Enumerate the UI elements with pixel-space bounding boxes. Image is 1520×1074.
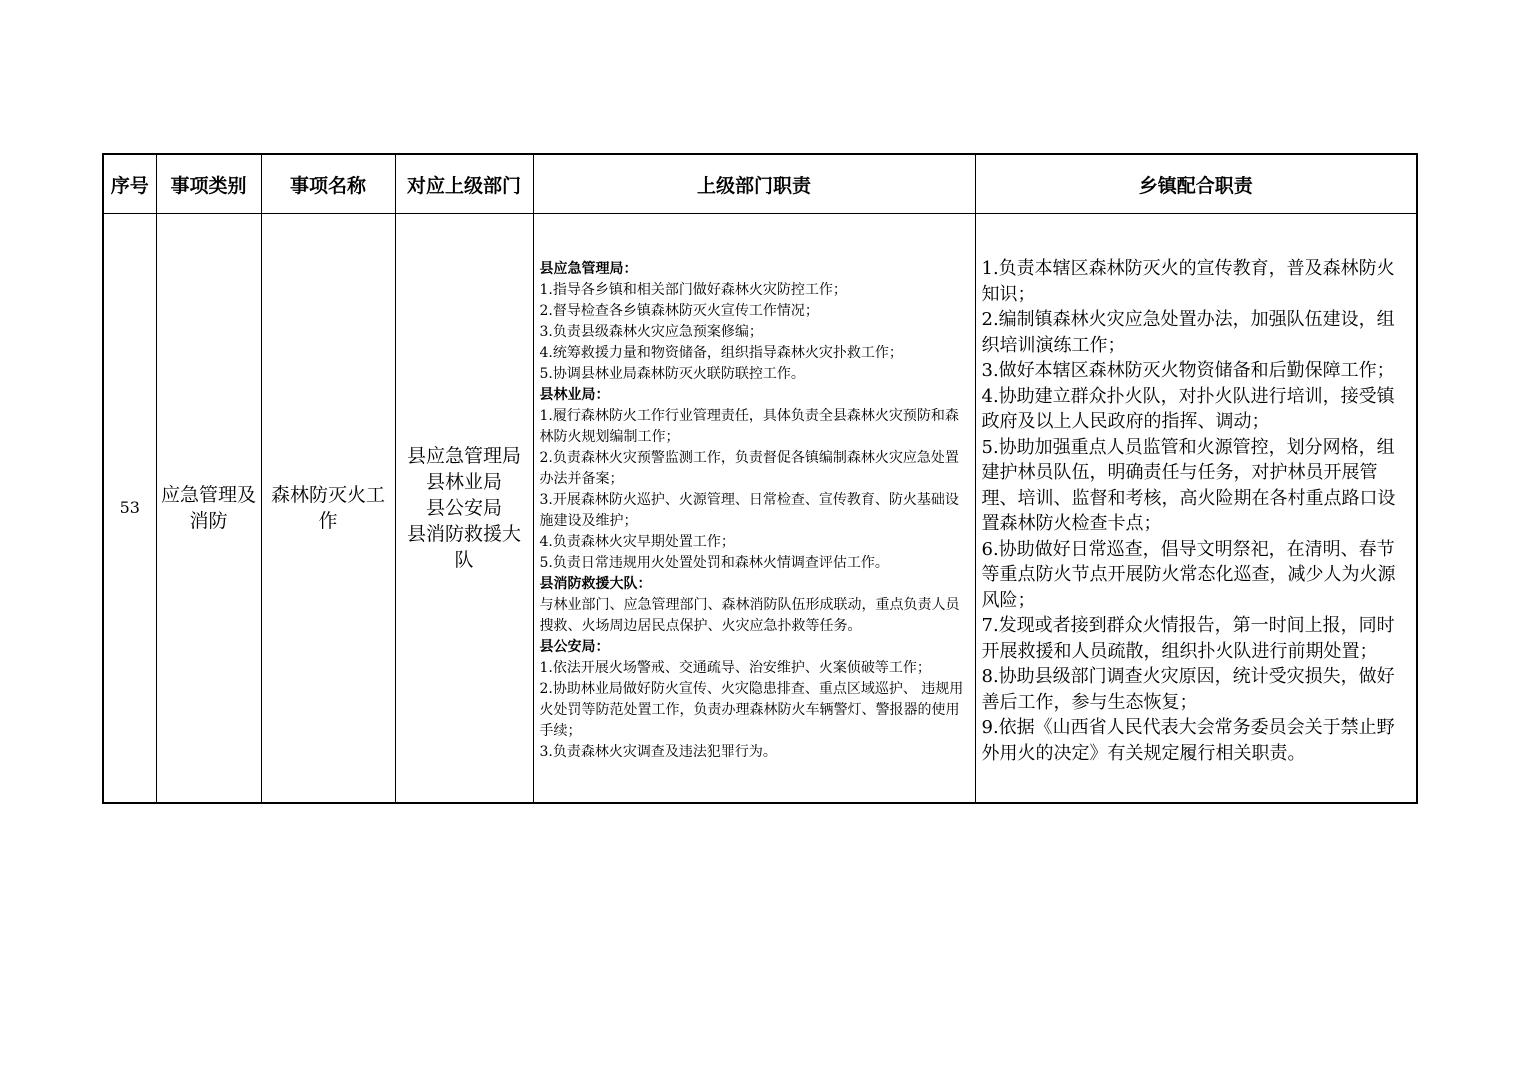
header-category: 事项类别 [156,154,261,214]
town-duty-item: 7.发现或者接到群众火情报告，第一时间上报，同时开展救援和人员疏散，组织扑火队进行前期处置； [981,615,1395,662]
upper-duty-item: 5.负责日常违规用火处置处罚和森林火情调查评估工作。 [539,555,889,571]
table-row [103,214,1417,804]
upper-duty-item: 4.统筹救援力量和物资储备，组织指导森林火灾扑救工作； [539,345,903,361]
town-duty-item: 8.协助县级部门调查火灾原因，统计受灾损失，做好善后工作，参与生态恢复； [981,666,1395,713]
dept-line: 县公安局 [425,497,502,519]
upper-duty-title: 县林业局： [539,387,610,403]
town-duty-item: 4.协助建立群众扑火队，对扑火队进行培训，接受镇政府及以上人民政府的指挥、调动； [981,385,1395,432]
town-duty-item: 6.协助做好日常巡查，倡导文明祭祀，在清明、春节等重点防火节点开展防火常态化巡查，减少人为火源风险； [981,538,1396,611]
row-number: 53 [103,214,156,804]
upper-duty-item: 2.负责森林火灾预警监测工作，负责督促各镇编制森林火灾应急处置办法并备案； [539,450,959,487]
row-name: 森林防灭火工作 [261,214,395,804]
upper-duty-item: 1.指导各乡镇和相关部门做好森林火灾防控工作； [539,282,847,298]
dept-line: 县消防救援大队 [406,523,521,571]
upper-duty-cell [533,214,975,804]
header-row [103,154,1417,214]
town-duty-item: 5.协助加强重点人员监管和火源管控，划分网格，组建护林员队伍，明确责任与任务，对护林员开展管理、培训、监督和考核，高火险期在各村重点路口设置森林防火检查卡点； [981,436,1396,534]
upper-duty-item: 与林业部门、应急管理部门、森林消防队伍形成联动，重点负责人员搜救、火场周边居民点保护、火灾应急扑救等任务。 [539,597,960,634]
upper-duty-title: 县消防救援大队： [539,576,652,592]
town-duty-cell [975,214,1417,804]
duty-table [102,153,1418,804]
header-upper-duty: 上级部门职责 [533,154,975,214]
upper-duty-item: 5.协调县林业局森林防灭火联防联控工作。 [539,366,805,382]
upper-duty-item: 2.协助林业局做好防火宣传、火灾隐患排查、重点区域巡护、 违规用火处罚等防范处置工作，负责办理森林防火车辆警灯、警报器的使用手续； [539,681,964,739]
header-dept: 对应上级部门 [395,154,533,214]
upper-duty-block-forestry [540,385,969,574]
town-duty-item: 1.负责本辖区森林防灭火的宣传教育，普及森林防火知识； [981,258,1395,305]
upper-duty-item: 3.负责县级森林火灾应急预案修编； [539,324,763,340]
upper-duty-block-police [540,637,969,763]
header-name: 事项名称 [261,154,395,214]
header-town-duty: 乡镇配合职责 [975,154,1417,214]
dept-line: 县应急管理局 [406,445,521,467]
row-depts [395,214,533,804]
row-category: 应急管理及消防 [156,214,261,804]
upper-duty-block-emergency [540,259,969,385]
upper-duty-item: 3.负责森林火灾调查及违法犯罪行为。 [539,744,777,760]
upper-duty-item: 1.履行森林防火工作行业管理责任，具体负责全县森林火灾预防和森林防火规划编制工作； [539,408,959,445]
upper-duty-title: 县应急管理局： [539,261,638,277]
town-duty-item: 3.做好本辖区森林防灭火物资储备和后勤保障工作； [981,360,1395,381]
upper-duty-block-fire-rescue [540,574,969,637]
upper-duty-title: 县公安局： [539,639,610,655]
upper-duty-item: 3.开展森林防火巡护、火源管理、日常检查、宣传教育、防火基础设施建设及维护； [539,492,959,529]
upper-duty-item: 2.督导检查各乡镇森林防灭火宣传工作情况； [539,303,819,319]
header-no: 序号 [103,154,156,214]
town-duty-item: 2.编制镇森林火灾应急处置办法，加强队伍建设，组织培训演练工作； [981,309,1395,356]
upper-duty-item: 4.负责森林火灾早期处置工作； [539,534,735,550]
dept-line: 县林业局 [425,471,502,493]
upper-duty-item: 1.依法开展火场警戒、交通疏导、治安维护、火案侦破等工作； [539,660,931,676]
town-duty-item: 9.依据《山西省人民代表大会常务委员会关于禁止野外用火的决定》有关规定履行相关职责。 [981,717,1395,764]
